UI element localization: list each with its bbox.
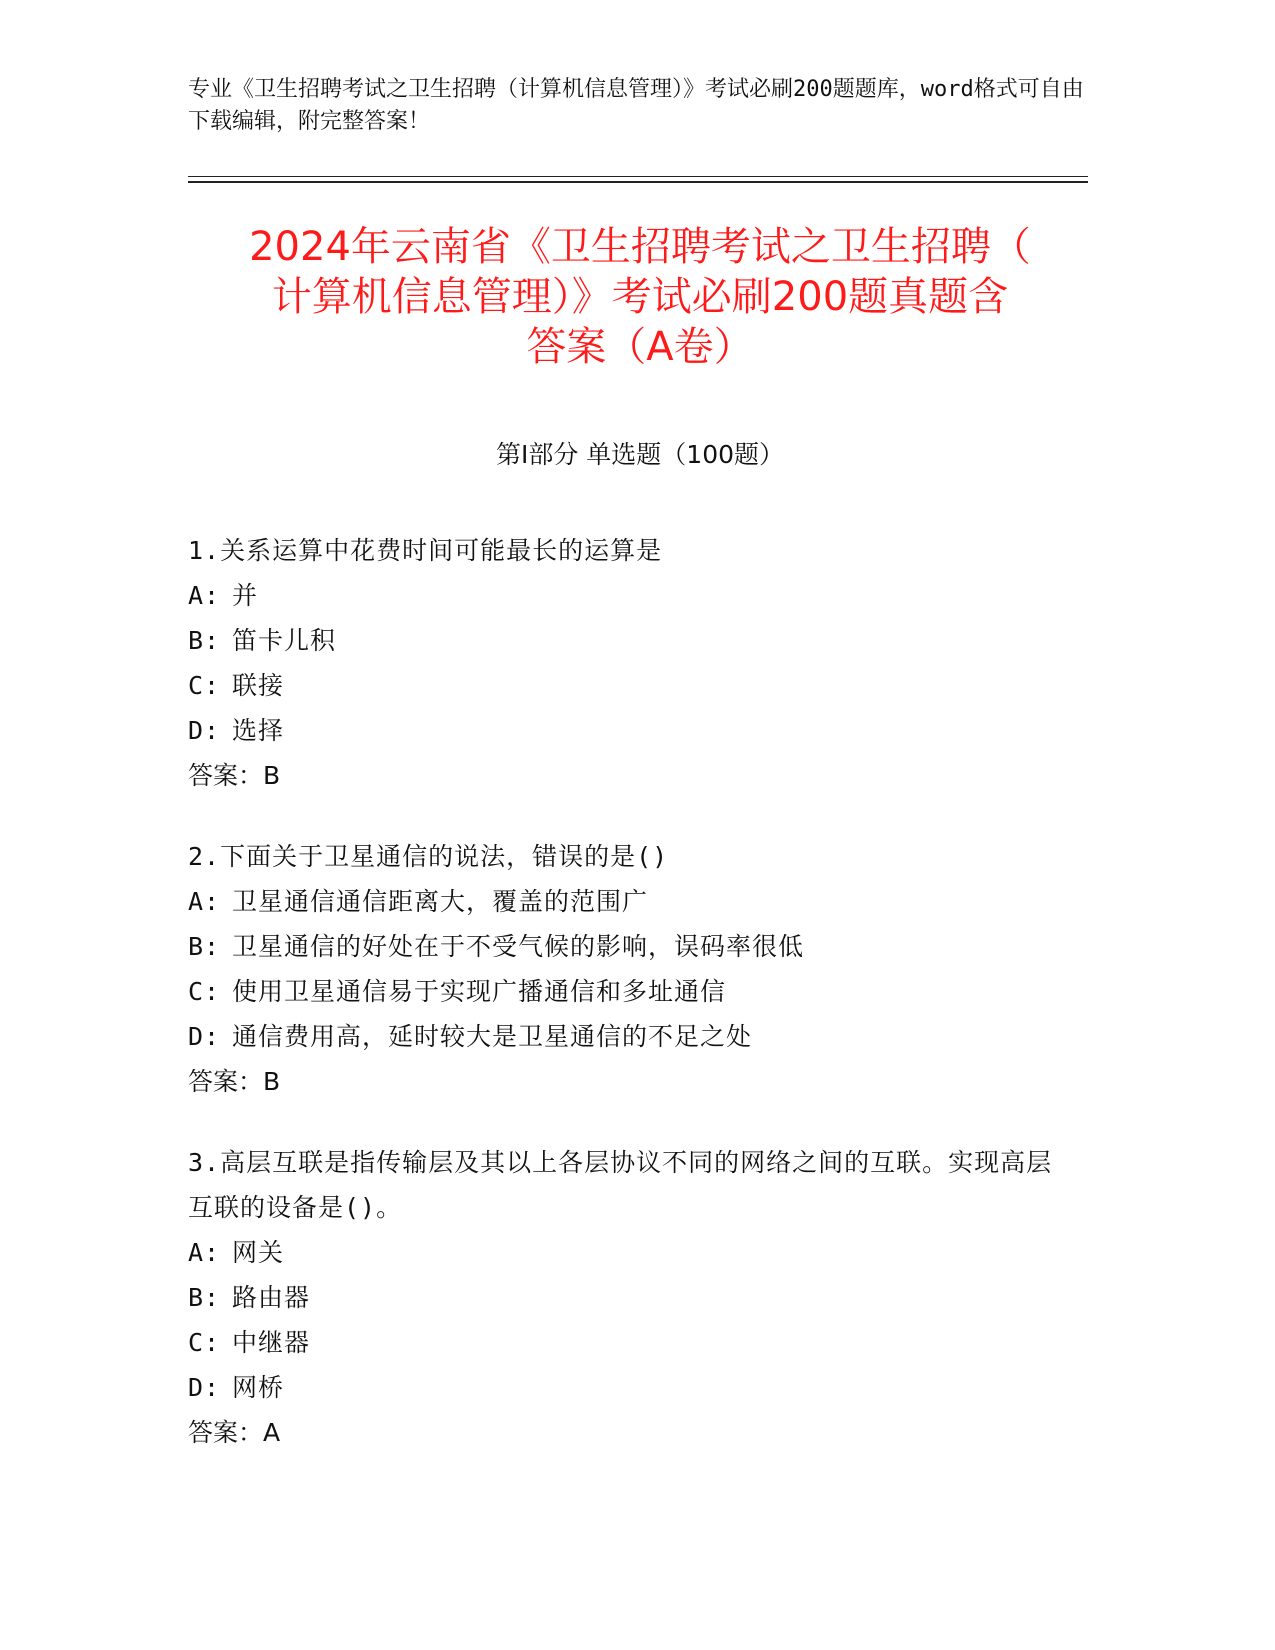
option-letter: C: [188, 977, 221, 1006]
option-d [188, 1365, 1088, 1410]
option-c [188, 969, 1088, 1014]
option-letter: A: [188, 581, 221, 610]
option-a [188, 879, 1088, 924]
question-item [188, 1140, 1088, 1455]
option-text: 联接 [232, 671, 285, 700]
option-text: 选择 [232, 716, 285, 745]
option-letter: B: [188, 626, 221, 655]
question-list [188, 528, 1088, 1491]
option-d [188, 708, 1088, 753]
option-letter: C: [188, 671, 221, 700]
option-a [188, 1230, 1088, 1275]
option-text: 使用卫星通信易于实现广播通信和多址通信 [232, 977, 727, 1006]
question-text: 2.下面关于卫星通信的说法，错误的是() [188, 842, 669, 871]
option-c [188, 1320, 1088, 1365]
option-a [188, 573, 1088, 618]
option-letter: A: [188, 1238, 221, 1267]
option-text: 卫星通信通信距离大，覆盖的范围广 [232, 887, 649, 916]
title-line: 答案（A卷） [526, 324, 754, 370]
document-title [130, 222, 1150, 372]
option-b [188, 1275, 1088, 1320]
answer-text: 答案：B [188, 1067, 281, 1096]
option-text: 网桥 [232, 1373, 285, 1402]
option-b [188, 924, 1088, 969]
option-letter: B: [188, 932, 221, 961]
option-c [188, 663, 1088, 708]
header-note: 专业《卫生招聘考试之卫生招聘（计算机信息管理）》考试必刷200题题库，word格式可自由下载编辑，附完整答案！ [188, 77, 1084, 134]
question-text: 1.关系运算中花费时间可能最长的运算是 [188, 536, 663, 565]
option-letter: C: [188, 1328, 221, 1357]
option-letter: D: [188, 716, 221, 745]
option-b [188, 618, 1088, 663]
option-text: 网关 [232, 1238, 285, 1267]
option-text: 卫星通信的好处在于不受气候的影响，误码率很低 [232, 932, 805, 961]
option-text: 并 [232, 581, 259, 610]
answer-text: 答案：A [188, 1418, 281, 1447]
header-divider-thin [188, 176, 1088, 177]
option-letter: D: [188, 1373, 221, 1402]
question-item [188, 528, 1088, 798]
question-text: 3.高层互联是指传输层及其以上各层协议不同的网络之间的互联。实现高层互联的设备是()。 [188, 1148, 1053, 1222]
option-d [188, 1014, 1088, 1059]
title-line: 2024年云南省《卫生招聘考试之卫生招聘（ [249, 224, 1031, 270]
question-item [188, 834, 1088, 1104]
option-text: 通信费用高，延时较大是卫星通信的不足之处 [232, 1022, 753, 1051]
option-text: 笛卡儿积 [232, 626, 337, 655]
option-text: 中继器 [232, 1328, 311, 1357]
header-divider-thick [188, 181, 1088, 183]
section-title: 第Ⅰ部分 单选题（100题） [495, 440, 785, 469]
option-letter: B: [188, 1283, 221, 1312]
option-text: 路由器 [232, 1283, 311, 1312]
option-letter: D: [188, 1022, 221, 1051]
option-letter: A: [188, 887, 221, 916]
title-line: 计算机信息管理）》考试必刷200题真题含 [271, 274, 1009, 320]
answer-text: 答案：B [188, 761, 281, 790]
